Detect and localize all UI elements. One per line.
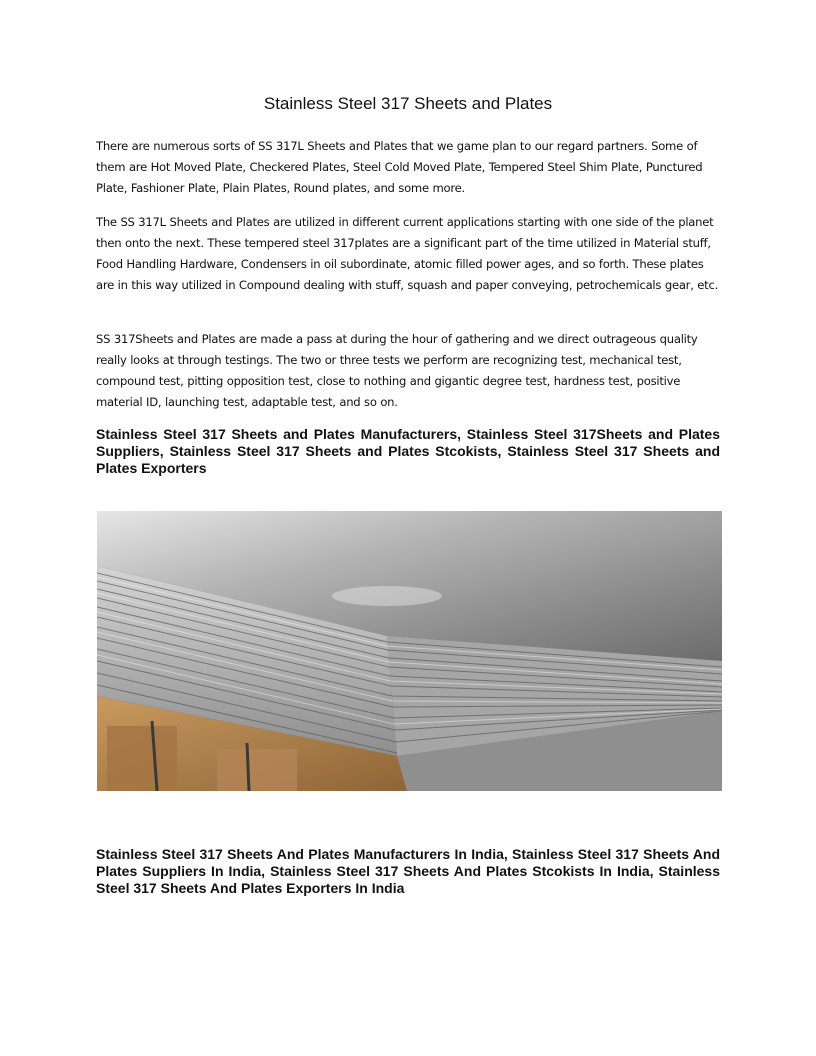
paragraph-sheet-types: There are numerous sorts of SS 317L Sheets and Plates that we game plan to our regard partners. Some of them are Hot Moved Plate, Checkered Plates, Steel Cold Moved Plate, Tempered Steel Shim Plate, Punctured Plate, Fashioner Plate, Plain Plates, Round plates, and some more. xyxy=(96,139,703,195)
section-heading-india: Stainless Steel 317 Sheets And Plates Manufacturers In India, Stainless Steel 317 Sheets And Plates Suppliers In India, Stainless Steel 317 Sheets And Plates Stcokists In India, Stainless Steel 317 Sheets And Plates Exporters In India xyxy=(96,846,720,896)
steel-sheets-photo xyxy=(97,511,722,791)
section-heading-manufacturers: Stainless Steel 317 Sheets and Plates Manufacturers, Stainless Steel 317Sheets and Plates Suppliers, Stainless Steel 317 Sheets and Plates Stcokists, Stainless Steel 317 Sheets and Plates Exporters xyxy=(96,426,720,476)
paragraph-testing: SS 317Sheets and Plates are made a pass at during the hour of gathering and we direct outrageous quality really looks at through testings. The two or three tests we perform are recognizing test, mechanical test, compound test, pitting opposition test, close to nothing and gigantic degree test, hardness test, positive material ID, launching test, adaptable test, and so on. xyxy=(96,332,698,409)
steel-sheets-illustration xyxy=(97,511,722,791)
paragraph-applications: The SS 317L Sheets and Plates are utilized in different current applications starting with one side of the planet then onto the next. These tempered steel 317plates are a significant part of the time utilized in Material stuff, Food Handling Hardware, Condensers in oil subordinate, atomic filled power ages, and so forth. These plates are in this way utilized in Compound dealing with stuff, squash and paper conveying, petrochemicals gear, etc. xyxy=(96,215,719,292)
page-title: Stainless Steel 317 Sheets and Plates xyxy=(263,94,553,113)
